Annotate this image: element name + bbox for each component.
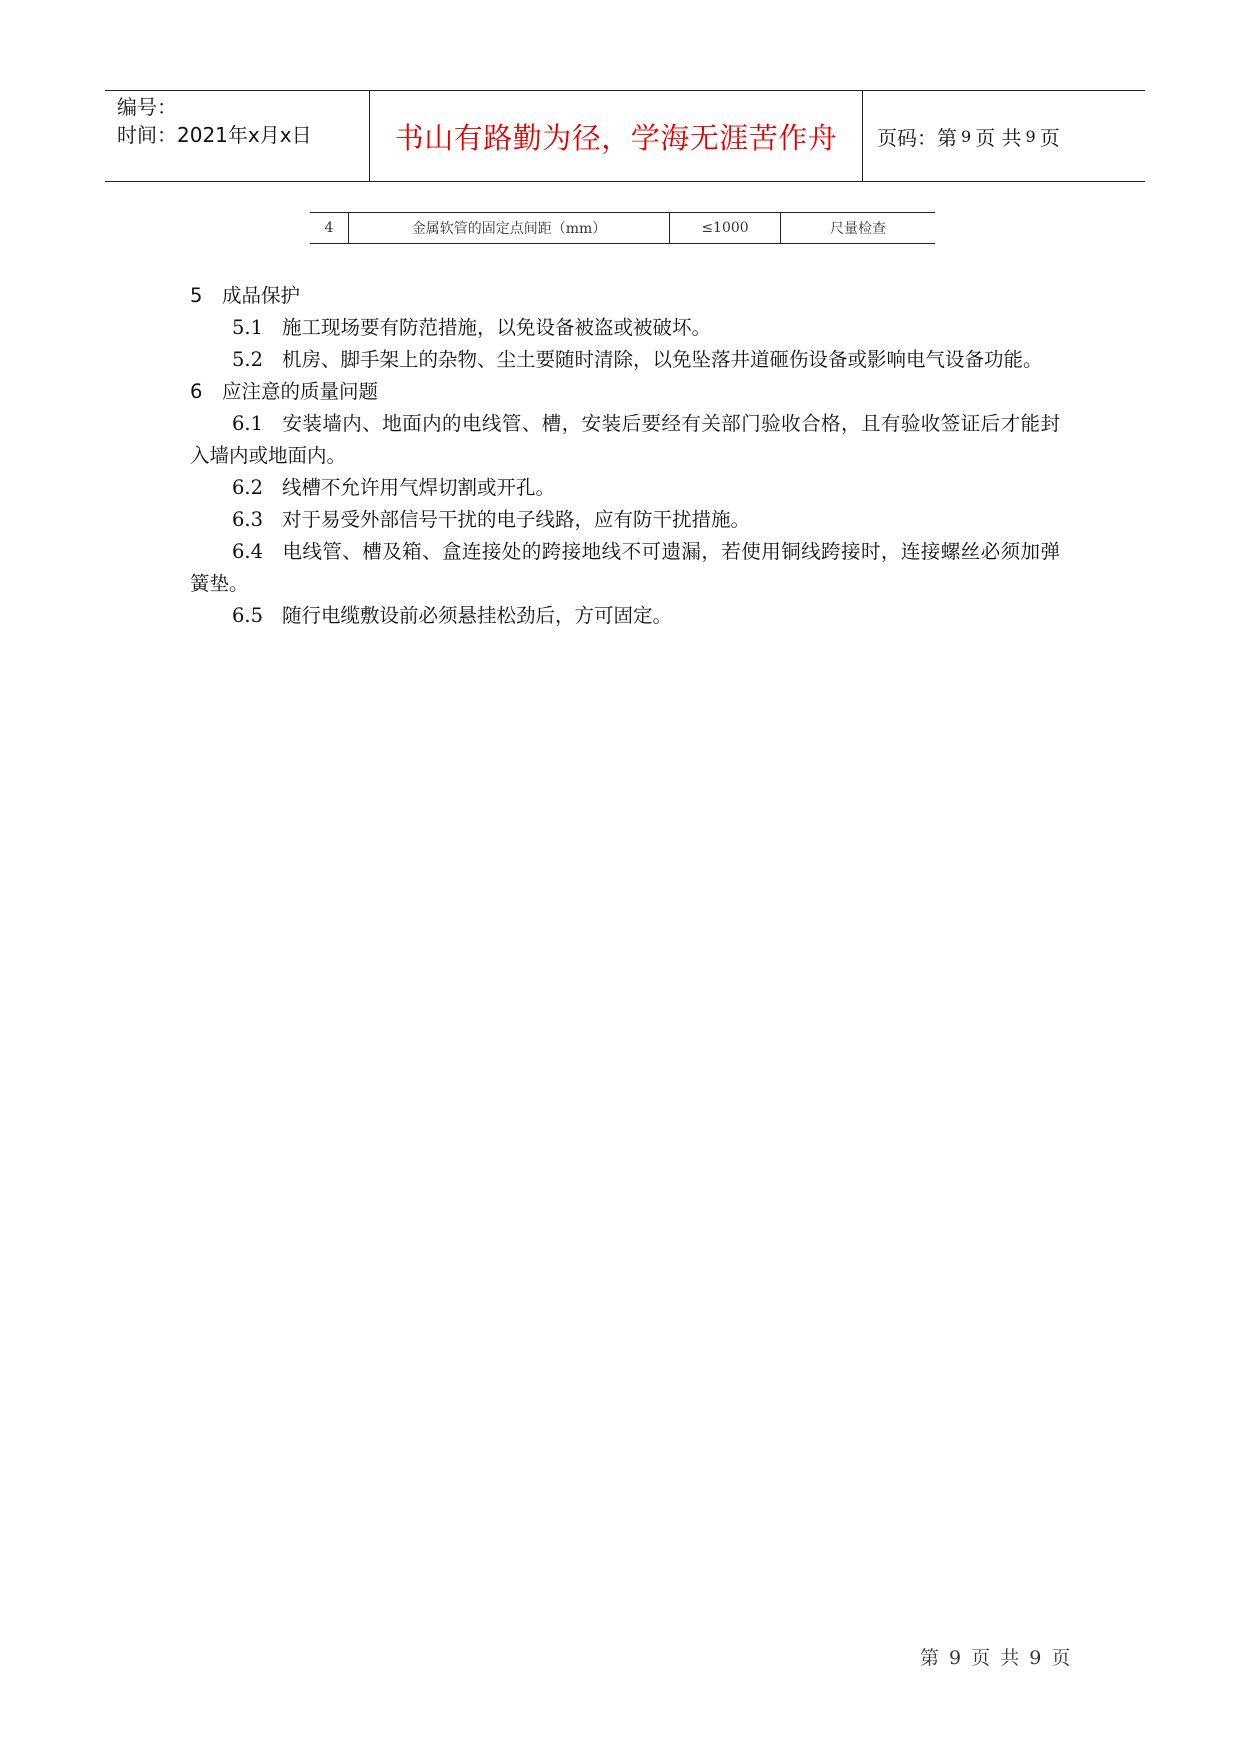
item-number: 6.4 bbox=[232, 540, 264, 563]
header-page-info bbox=[863, 91, 1145, 181]
page-current: 9 bbox=[961, 126, 972, 146]
page-header bbox=[105, 90, 1145, 182]
item-number: 6.1 bbox=[232, 412, 264, 435]
page-prefix: 页码：第 bbox=[877, 125, 957, 150]
item-text: 电线管、槽及箱、盒连接处的跨接地线不可遗漏，若使用铜线跨接时，连接螺丝必须加弹簧垫。 bbox=[190, 540, 1060, 595]
section-heading bbox=[190, 376, 1060, 408]
list-item bbox=[190, 600, 1060, 632]
item-text: 机房、脚手架上的杂物、尘土要随时清除，以免坠落井道砸伤设备或影响电气设备功能。 bbox=[282, 348, 1043, 371]
document-body bbox=[190, 280, 1060, 632]
item-text: 安装墙内、地面内的电线管、槽，安装后要经有关部门验收合格，且有验收签证后才能封入墙内或地面内。 bbox=[190, 412, 1060, 467]
header-meta bbox=[105, 91, 370, 181]
list-item bbox=[190, 312, 1060, 344]
list-item bbox=[190, 472, 1060, 504]
page-total: 9 bbox=[1025, 126, 1036, 146]
section-number: 6 bbox=[190, 380, 203, 403]
table-row bbox=[310, 213, 935, 244]
spec-table bbox=[310, 212, 935, 244]
cell-method: 尺量检查 bbox=[781, 213, 936, 244]
code-label: 编号： bbox=[117, 95, 177, 119]
cell-no: 4 bbox=[310, 213, 349, 244]
cell-value: ≤1000 bbox=[670, 213, 781, 244]
page-mid: 页 共 bbox=[975, 125, 1022, 150]
item-text: 对于易受外部信号干扰的电子线路，应有防干扰措施。 bbox=[282, 508, 751, 531]
item-text: 线槽不允许用气焊切割或开孔。 bbox=[282, 476, 556, 499]
item-number: 6.3 bbox=[232, 508, 264, 531]
list-item bbox=[190, 504, 1060, 536]
section-number: 5 bbox=[190, 284, 203, 307]
time-label: 时间：2021年x月x日 bbox=[117, 123, 312, 147]
list-item bbox=[190, 536, 1060, 600]
item-number: 5.1 bbox=[232, 316, 264, 339]
page-suffix: 页 bbox=[1039, 125, 1060, 150]
item-number: 5.2 bbox=[232, 348, 264, 371]
item-text: 随行电缆敷设前必须悬挂松劲后，方可固定。 bbox=[282, 604, 673, 627]
item-number: 6.2 bbox=[232, 476, 264, 499]
section-title: 应注意的质量问题 bbox=[222, 380, 379, 403]
item-text: 施工现场要有防范措施，以免设备被盗或被破坏。 bbox=[282, 316, 712, 339]
page-footer: 第 9 页 共 9 页 bbox=[920, 1647, 1073, 1669]
list-item bbox=[190, 408, 1060, 472]
cell-item: 金属软管的固定点间距（mm） bbox=[349, 213, 670, 244]
section-heading bbox=[190, 280, 1060, 312]
list-item bbox=[190, 344, 1060, 376]
section-title: 成品保护 bbox=[222, 284, 301, 307]
header-motto: 书山有路勤为径，学海无涯苦作舟 bbox=[370, 91, 863, 181]
item-number: 6.5 bbox=[232, 604, 264, 627]
